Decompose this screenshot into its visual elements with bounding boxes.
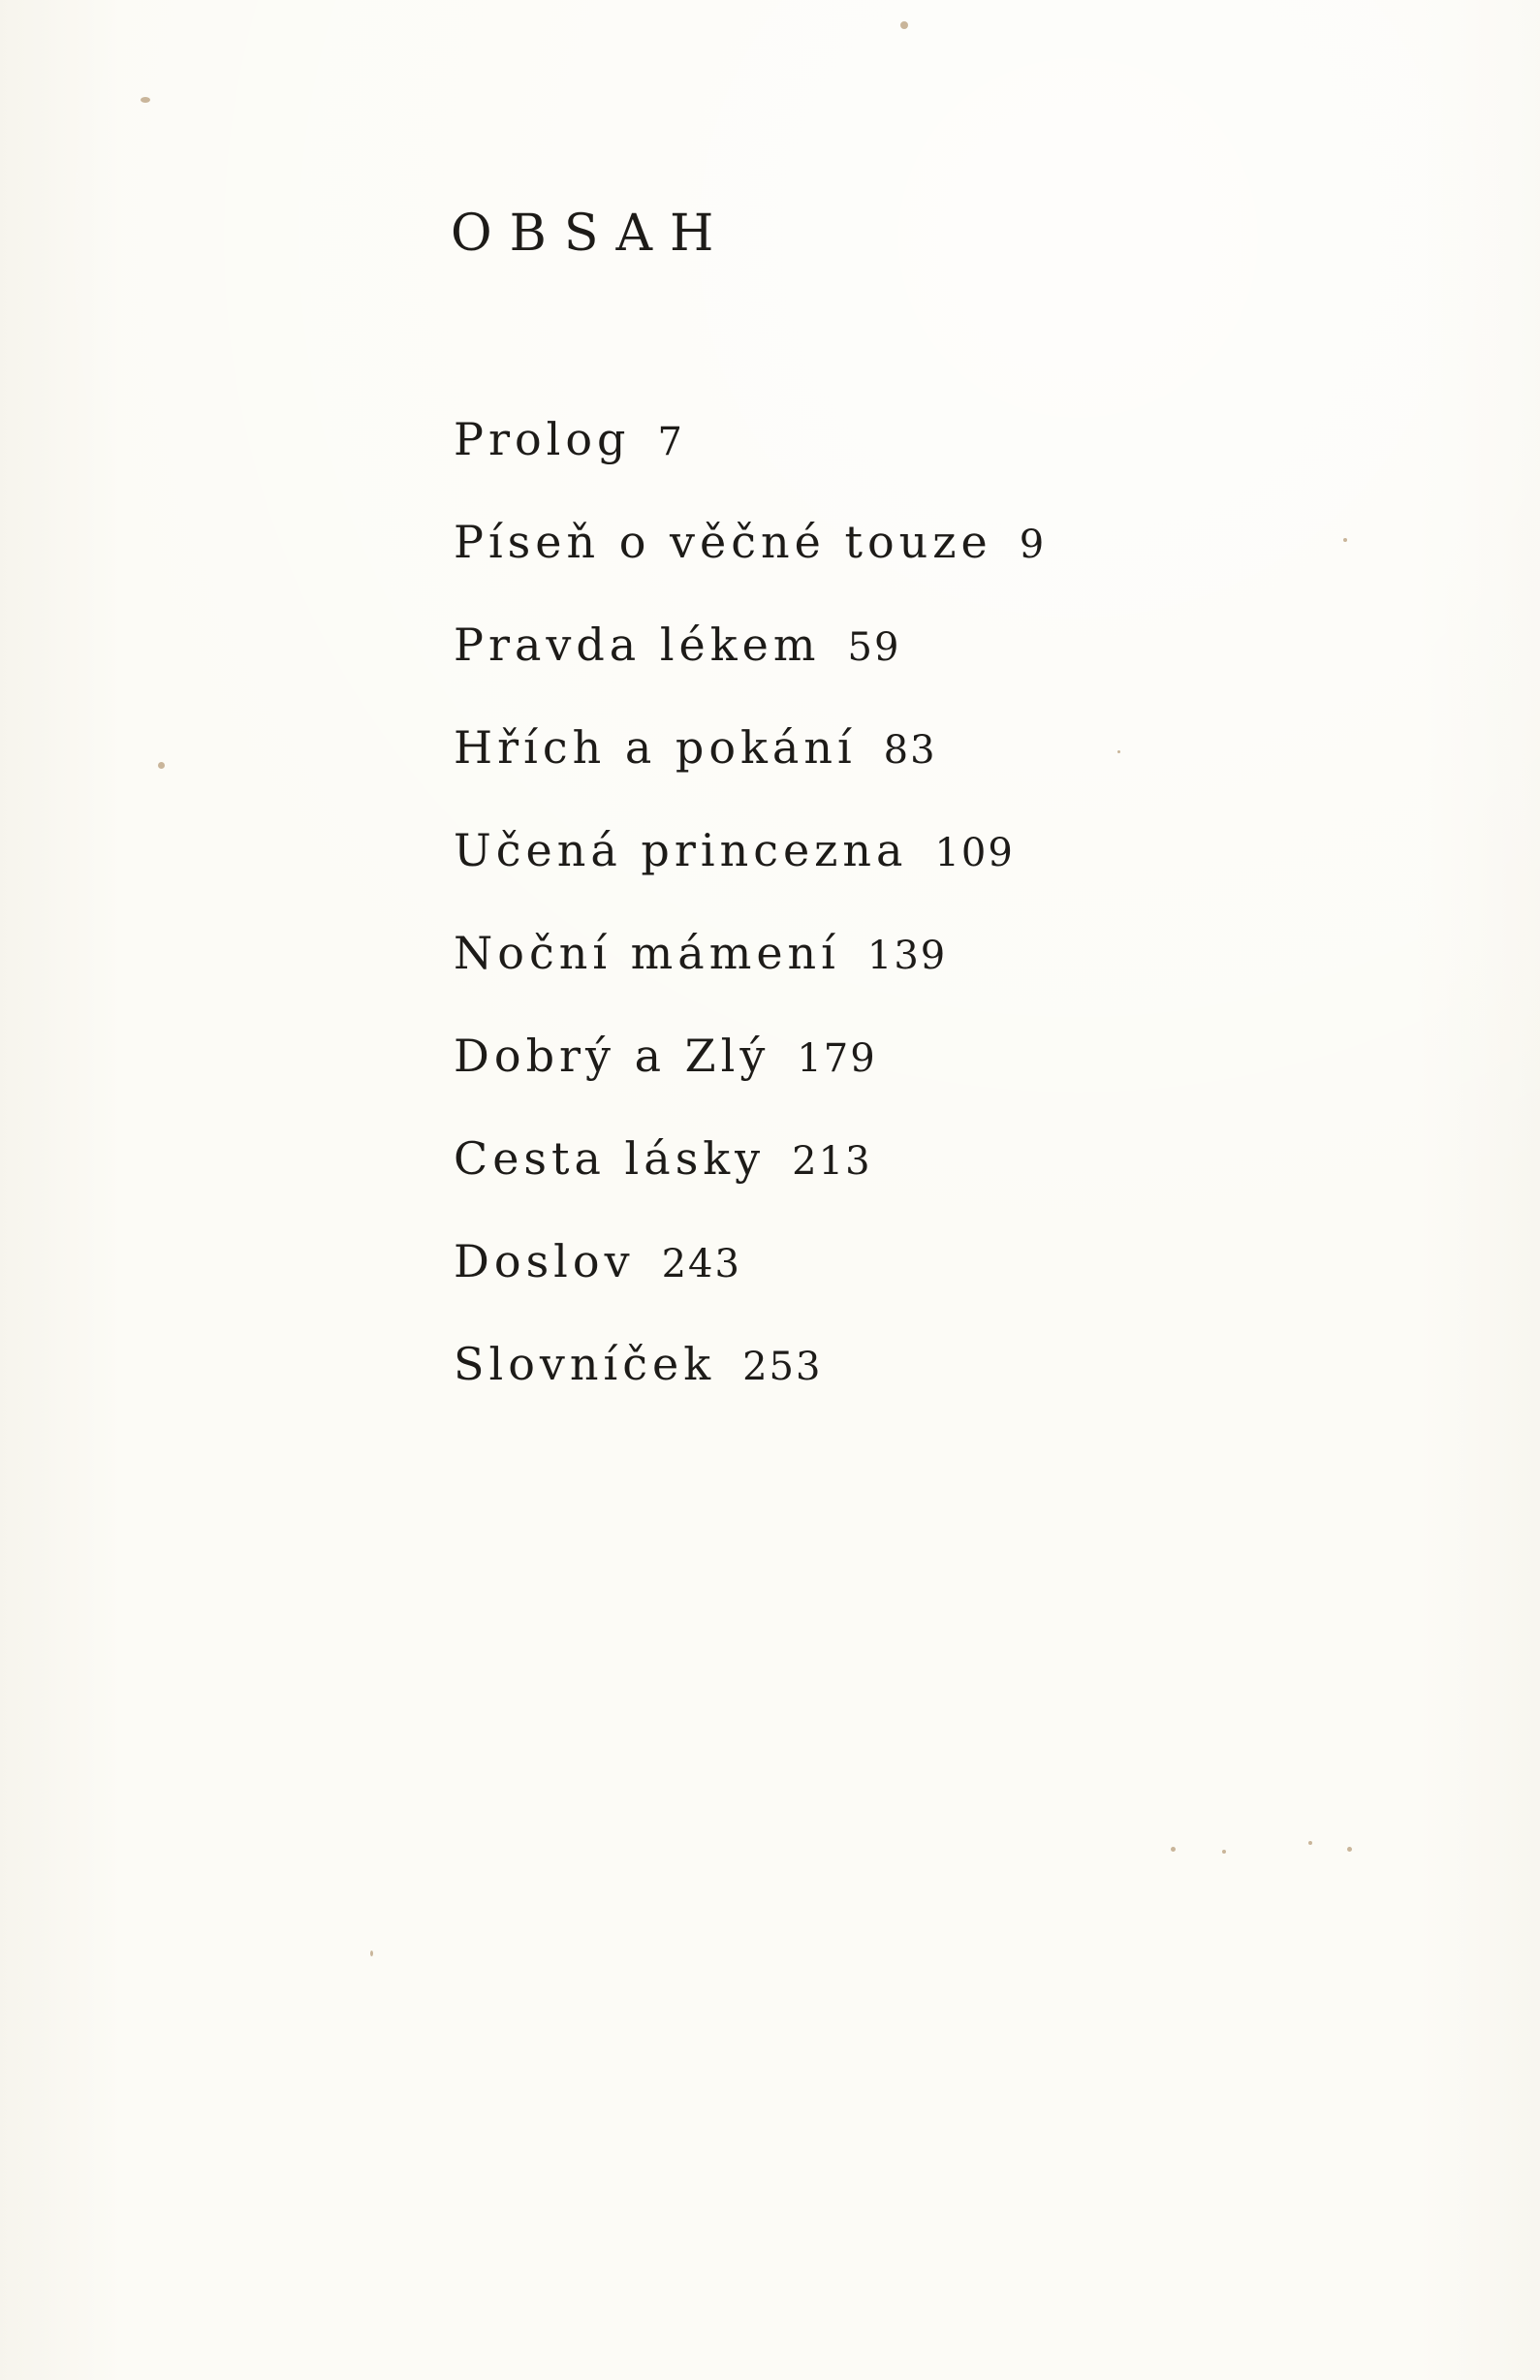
toc-entry-page-number: 109 [934,831,1015,875]
toc-entry-title: Slovníček [454,1338,716,1390]
table-of-contents [454,413,1047,1444]
toc-entry-page-number: 139 [866,934,948,978]
toc-entry-title: Pravda lékem [454,619,821,671]
toc-entry-page-number: 243 [661,1242,741,1286]
toc-entry [454,516,1047,622]
toc-entry-page-number: 59 [847,625,901,670]
toc-entry [454,413,1046,520]
toc-entry-title: Noční mámení [454,927,840,979]
page-title: OBSAH [451,205,732,263]
toc-entry [454,619,1046,725]
toc-entry [454,721,1046,828]
toc-entry-page-number: 213 [792,1139,872,1184]
toc-entry-page-number: 9 [1019,523,1047,567]
paper-speck [1171,1847,1176,1852]
paper-speck [1308,1841,1312,1845]
toc-entry-page-number: 253 [742,1345,823,1389]
toc-entry-title: Píseň o věčné touze [454,516,992,568]
toc-entry [454,1030,1046,1136]
toc-entry-title: Prolog [454,413,631,465]
toc-entry-title: Hřích a pokání [454,721,857,774]
paper-speck [1343,538,1347,542]
toc-entry-page-number: 7 [657,420,684,464]
paper-speck [1347,1847,1352,1852]
toc-entry [454,1235,1046,1342]
toc-entry-title: Učená princezna [454,824,908,876]
toc-entry-page-number: 179 [797,1036,877,1081]
paper-speck [900,21,908,29]
toc-entry [454,1338,1046,1444]
toc-entry [454,824,1046,931]
toc-entry-page-number: 83 [883,728,937,773]
toc-entry [454,927,1046,1033]
paper-speck [1117,750,1120,753]
paper-speck [158,762,165,769]
paper-speck [370,1951,373,1956]
paper-speck [141,97,150,103]
toc-entry [454,1132,1046,1239]
toc-entry-title: Doslov [454,1235,635,1287]
toc-entry-title: Cesta lásky [454,1132,766,1185]
toc-entry-title: Dobrý a Zlý [454,1030,770,1082]
paper-speck [1222,1850,1226,1854]
